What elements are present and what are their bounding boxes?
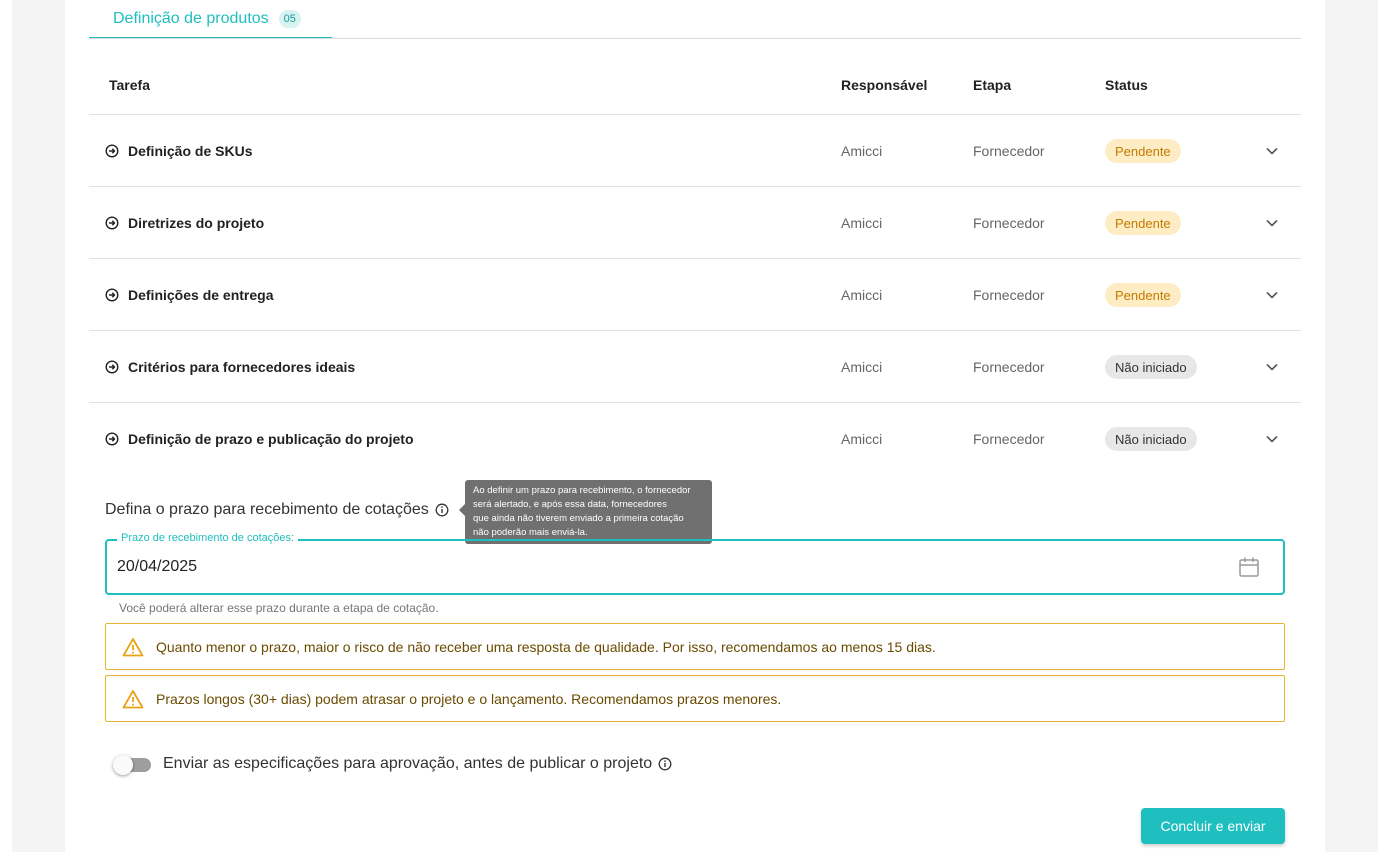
status-badge: Pendente	[1105, 139, 1181, 163]
step-cell: Fornecedor	[973, 143, 1045, 159]
date-helper-text: Você poderá alterar esse prazo durante a etapa de cotação.	[119, 601, 439, 615]
arrow-circle-right-icon	[105, 144, 119, 158]
chevron-down-icon[interactable]	[1265, 288, 1279, 302]
toggle-thumb	[113, 755, 133, 775]
warning-icon	[122, 637, 144, 657]
step-cell: Fornecedor	[973, 431, 1045, 447]
header-task: Tarefa	[109, 77, 150, 93]
table-row[interactable]	[89, 258, 1301, 330]
tooltip-line: será alertado, e após essa data, fornecedores	[473, 499, 667, 510]
tooltip-line: não poderão mais enviá-la.	[473, 527, 588, 538]
tab-label: Definição de produtos	[113, 9, 269, 27]
warning-alert-short-deadline	[105, 623, 1285, 670]
arrow-circle-right-icon	[105, 216, 119, 230]
status-badge: Não iniciado	[1105, 427, 1197, 451]
arrow-circle-right-icon	[105, 288, 119, 302]
task-cell	[105, 259, 274, 331]
date-field-value[interactable]: 20/04/2025	[117, 558, 198, 575]
approval-toggle-row	[113, 753, 672, 775]
deadline-tooltip	[465, 480, 712, 544]
tab-divider	[89, 38, 1301, 39]
task-cell	[105, 115, 252, 187]
table-row[interactable]	[89, 402, 1301, 474]
warning-alert-long-deadline	[105, 675, 1285, 722]
chevron-down-icon[interactable]	[1265, 216, 1279, 230]
deadline-title-text: Defina o prazo para recebimento de cotações	[105, 501, 429, 518]
step-cell: Fornecedor	[973, 359, 1045, 375]
task-name: Definição de prazo e publicação do projeto	[128, 431, 414, 447]
status-badge: Pendente	[1105, 211, 1181, 235]
tab-definicao-produtos[interactable]	[89, 0, 332, 39]
toggle-label: Enviar as especificações para aprovação, antes de publicar o projeto	[163, 755, 653, 772]
task-cell	[105, 331, 355, 403]
info-icon[interactable]	[435, 503, 449, 517]
responsible-cell: Amicci	[841, 143, 883, 159]
status-badge: Não iniciado	[1105, 355, 1197, 379]
chevron-down-icon[interactable]	[1265, 432, 1279, 446]
submit-button[interactable]: Concluir e enviar	[1141, 808, 1285, 844]
tab-count-badge: 05	[279, 10, 301, 28]
table-row[interactable]	[89, 330, 1301, 402]
info-icon[interactable]	[658, 757, 672, 771]
table-row[interactable]	[89, 186, 1301, 258]
status-badge: Pendente	[1105, 283, 1181, 307]
alert-text: Quanto menor o prazo, maior o risco de não receber uma resposta de qualidade. Por isso, recomendamos ao menos 15 dias.	[156, 638, 936, 655]
task-name: Definição de SKUs	[128, 143, 253, 159]
step-cell: Fornecedor	[973, 215, 1045, 231]
task-name: Critérios para fornecedores ideais	[128, 359, 356, 375]
task-cell	[105, 187, 264, 259]
alert-text: Prazos longos (30+ dias) podem atrasar o projeto e o lançamento. Recomendamos prazos menores.	[156, 690, 782, 707]
header-status: Status	[1105, 77, 1148, 93]
chevron-down-icon[interactable]	[1265, 144, 1279, 158]
arrow-circle-right-icon	[105, 360, 119, 374]
content-card	[65, 0, 1325, 852]
responsible-cell: Amicci	[841, 359, 883, 375]
warning-icon	[122, 689, 144, 709]
header-responsible: Responsável	[841, 77, 928, 93]
step-cell: Fornecedor	[973, 287, 1045, 303]
responsible-cell: Amicci	[841, 215, 883, 231]
page-margin	[0, 0, 12, 852]
task-cell	[105, 403, 414, 475]
deadline-section-title	[105, 501, 449, 519]
table-row[interactable]	[89, 114, 1301, 186]
date-field-label: Prazo de recebimento de cotações:	[117, 532, 298, 544]
tooltip-line: que ainda não tiverem enviado a primeira cotação	[473, 513, 684, 524]
approval-toggle[interactable]	[113, 753, 151, 775]
chevron-down-icon[interactable]	[1265, 360, 1279, 374]
responsible-cell: Amicci	[841, 287, 883, 303]
tooltip-line: Ao definir um prazo para recebimento, o fornecedor	[473, 485, 691, 496]
task-name: Definições de entrega	[128, 287, 274, 303]
header-step: Etapa	[973, 77, 1012, 93]
calendar-icon[interactable]	[1237, 555, 1261, 579]
task-name: Diretrizes do projeto	[128, 215, 265, 231]
arrow-circle-right-icon	[105, 432, 119, 446]
responsible-cell: Amicci	[841, 431, 883, 447]
